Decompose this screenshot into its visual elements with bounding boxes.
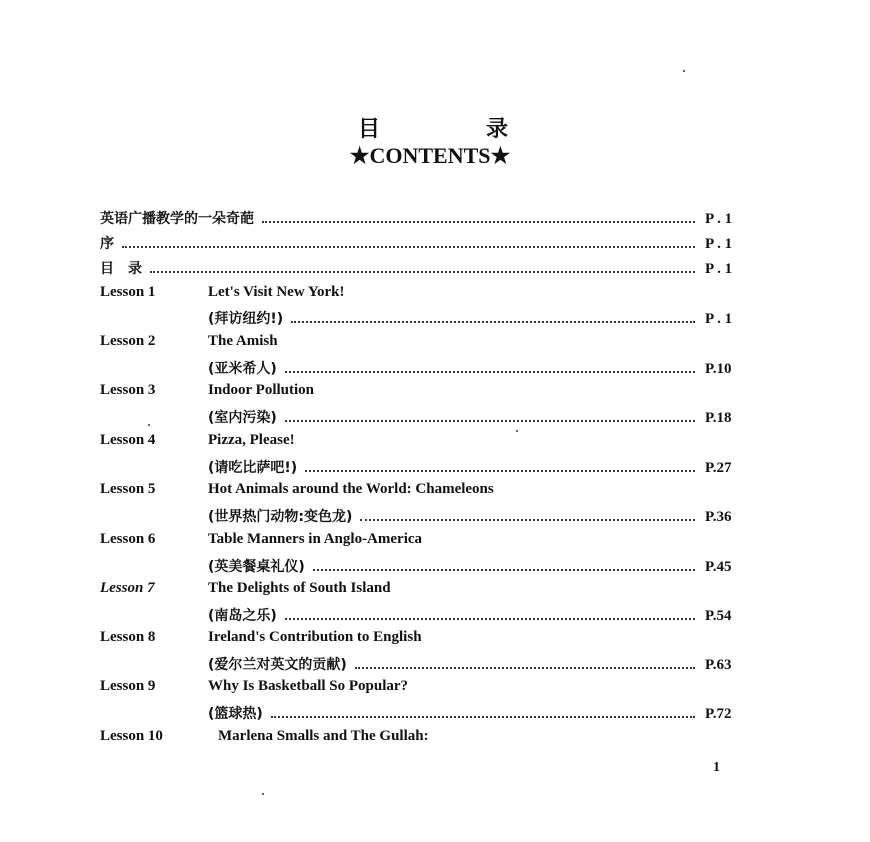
star-icon: ★ xyxy=(490,143,511,168)
lesson-row xyxy=(100,531,755,555)
toc-entry-contents xyxy=(100,258,755,282)
lesson-title: The Delights of South Island xyxy=(208,580,391,596)
lesson-subtitle-row xyxy=(100,407,755,431)
lesson-title: Ireland's Contribution to English xyxy=(208,629,422,645)
entry-title: 英语广播教学的一朵奇葩 xyxy=(100,211,254,227)
lesson-subtitle-row xyxy=(100,556,755,580)
dot-leader xyxy=(150,270,695,273)
lesson-subtitle-row xyxy=(100,703,755,727)
page-reference: P . 1 xyxy=(705,236,733,252)
page-reference: P.45 xyxy=(705,559,732,575)
page-reference: P.36 xyxy=(705,509,732,525)
page-reference: P.72 xyxy=(705,706,732,722)
lesson-chinese-title: (南岛之乐) xyxy=(208,608,277,624)
page-reference: P.18 xyxy=(705,410,732,426)
lesson-number: Lesson 4 xyxy=(100,432,156,448)
lesson-title: Let's Visit New York! xyxy=(208,284,345,300)
dot-leader xyxy=(305,469,695,472)
scan-speck xyxy=(262,793,264,795)
lesson-number: Lesson 2 xyxy=(100,333,156,349)
lesson-row xyxy=(100,678,755,702)
dot-leader xyxy=(355,666,695,669)
contents-heading xyxy=(300,143,560,169)
page-reference: P.27 xyxy=(705,460,732,476)
lesson-chinese-title: (篮球热) xyxy=(208,706,263,722)
chinese-title-char-1: 目 xyxy=(358,117,381,142)
page-reference: P . 1 xyxy=(705,211,733,227)
page-reference: P.10 xyxy=(705,361,732,377)
contents-heading-text: CONTENTS xyxy=(369,143,491,168)
lesson-chinese-title: (世界热门动物:变色龙) xyxy=(208,509,353,525)
page-reference: P . 1 xyxy=(705,261,733,277)
dot-leader xyxy=(285,617,695,620)
scan-speck xyxy=(683,70,685,72)
lesson-title: Hot Animals around the World: Chameleons xyxy=(208,481,494,497)
lesson-number: Lesson 1 xyxy=(100,284,156,300)
lesson-subtitle-row xyxy=(100,654,755,678)
star-icon: ★ xyxy=(349,143,370,168)
page-number: 1 xyxy=(713,760,720,775)
lesson-chinese-title: (拜访纽约!) xyxy=(208,311,284,327)
lesson-number: Lesson 3 xyxy=(100,382,156,398)
lesson-row xyxy=(100,629,755,653)
lesson-subtitle-row xyxy=(100,605,755,629)
lesson-chinese-title: (爱尔兰对英文的贡献) xyxy=(208,657,347,673)
lesson-row xyxy=(100,382,755,406)
dot-leader xyxy=(271,715,695,718)
scan-speck xyxy=(148,424,150,426)
lesson-number: Lesson 8 xyxy=(100,629,156,645)
page-reference: P . 1 xyxy=(705,311,733,327)
lesson-title: The Amish xyxy=(208,333,278,349)
dot-leader xyxy=(360,518,695,521)
lesson-number: Lesson 9 xyxy=(100,678,156,694)
dot-leader xyxy=(291,320,695,323)
lesson-row xyxy=(100,728,755,752)
lesson-title: Table Manners in Anglo-America xyxy=(208,531,423,547)
lesson-chinese-title: (室内污染) xyxy=(208,410,277,426)
chinese-title xyxy=(358,112,508,143)
lesson-subtitle-row xyxy=(100,457,755,481)
toc-entry-foreword xyxy=(100,233,755,257)
lesson-chinese-title: (英美餐桌礼仪) xyxy=(208,559,305,575)
dot-leader xyxy=(262,220,695,223)
scan-speck xyxy=(516,430,518,432)
lesson-title: Marlena Smalls and The Gullah: xyxy=(218,728,429,744)
dot-leader xyxy=(285,370,695,373)
entry-title: 目 录 xyxy=(100,261,142,277)
dot-leader xyxy=(313,568,695,571)
toc-entry-preface-article xyxy=(100,208,755,232)
lesson-chinese-title: (亚米希人) xyxy=(208,361,277,377)
lesson-row xyxy=(100,580,755,604)
lesson-number: Lesson 10 xyxy=(100,728,163,744)
lesson-row xyxy=(100,284,755,308)
lesson-row xyxy=(100,432,755,456)
lesson-title: Why Is Basketball So Popular? xyxy=(208,678,409,694)
lesson-row xyxy=(100,333,755,357)
lesson-subtitle-row xyxy=(100,358,755,382)
dot-leader xyxy=(285,419,695,422)
dot-leader xyxy=(122,245,695,248)
lesson-number: Lesson 6 xyxy=(100,531,156,547)
lesson-number: Lesson 7 xyxy=(100,580,155,596)
lesson-row xyxy=(100,481,755,505)
lesson-title: Pizza, Please! xyxy=(208,432,295,448)
lesson-chinese-title: (请吃比萨吧!) xyxy=(208,460,298,476)
lesson-number: Lesson 5 xyxy=(100,481,156,497)
page-reference: P.54 xyxy=(705,608,732,624)
entry-title: 序 xyxy=(100,236,114,252)
chinese-title-char-2: 录 xyxy=(485,117,508,142)
lesson-subtitle-row xyxy=(100,308,755,332)
lesson-title: Indoor Pollution xyxy=(208,382,315,398)
lesson-subtitle-row xyxy=(100,506,755,530)
page-reference: P.63 xyxy=(705,657,732,673)
